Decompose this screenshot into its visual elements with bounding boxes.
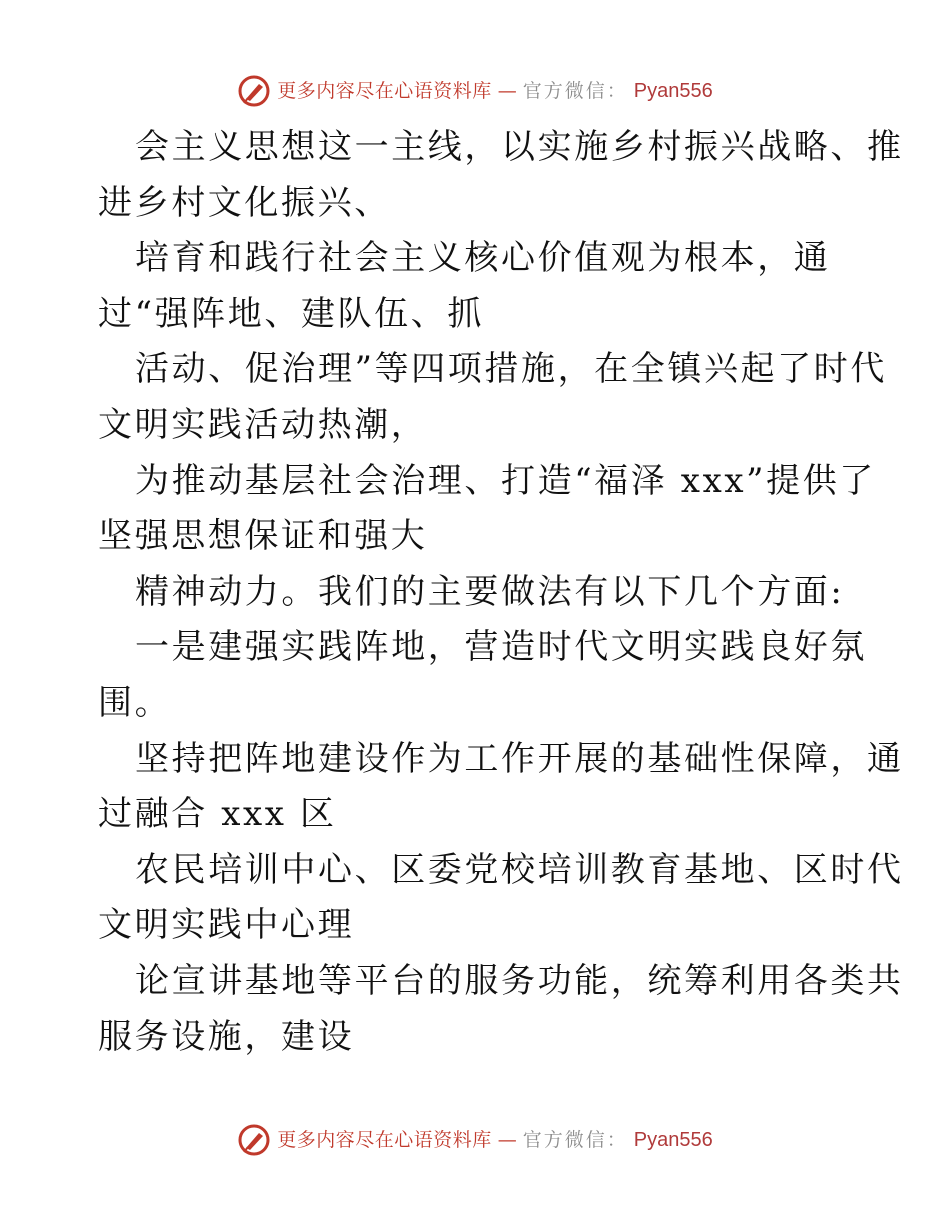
paragraph-line: 一是建强实践阵地，营造时代文明实践良好氛 — [135, 627, 867, 668]
paragraph-line: 培育和践行社会主义核心价值观为根本，通 — [135, 238, 831, 279]
quill-pen-logo-icon — [237, 1123, 271, 1157]
paragraph-line: 农民培训中心、区委党校培训教育基地、区时代 — [135, 849, 904, 890]
paragraph-line: 为推动基层社会治理、打造“福泽 xxx”提供了 — [135, 460, 876, 501]
paragraph-line: 过“强阵地、建队伍、抓 — [98, 293, 484, 334]
paragraph-line: 精神动力。我们的主要做法有以下几个方面: — [135, 571, 845, 612]
paragraph-line: 坚持把阵地建设作为工作开展的基础性保障，通 — [135, 738, 904, 779]
watermark-label: 官方微信： — [522, 1128, 628, 1151]
paragraph-line: 过融合 xxx 区 — [98, 794, 337, 835]
watermark-label: 官方微信： — [522, 79, 628, 102]
watermark-wechat-id: Pyan556 — [633, 1129, 713, 1151]
footer-watermark — [0, 1120, 950, 1160]
watermark-separator: — — [497, 1128, 517, 1151]
watermark-separator: — — [497, 79, 517, 102]
paragraph-line: 会主义思想这一主线，以实施乡村振兴战略、推 — [135, 127, 904, 167]
paragraph-line: 进乡村文化振兴、 — [98, 182, 391, 223]
document-body — [98, 120, 904, 1065]
paragraph-line: 文明实践活动热潮， — [98, 404, 428, 445]
paragraph-line: 坚强思想保证和强大 — [98, 516, 428, 557]
paragraph-line: 围。 — [98, 682, 172, 723]
quill-pen-logo-icon — [237, 74, 271, 108]
paragraph-line: 服务设施，建设 — [98, 1016, 355, 1057]
header-watermark — [0, 71, 950, 111]
paragraph-line: 文明实践中心理 — [98, 905, 355, 946]
paragraph-line: 论宣讲基地等平台的服务功能，统筹利用各类共 — [135, 960, 904, 1001]
watermark-brand: 更多内容尽在心语资料库 — [277, 79, 492, 102]
watermark-wechat-id: Pyan556 — [633, 80, 713, 102]
paragraph-line: 活动、促治理”等四项措施，在全镇兴起了时代 — [135, 349, 887, 390]
watermark-brand: 更多内容尽在心语资料库 — [277, 1128, 492, 1151]
